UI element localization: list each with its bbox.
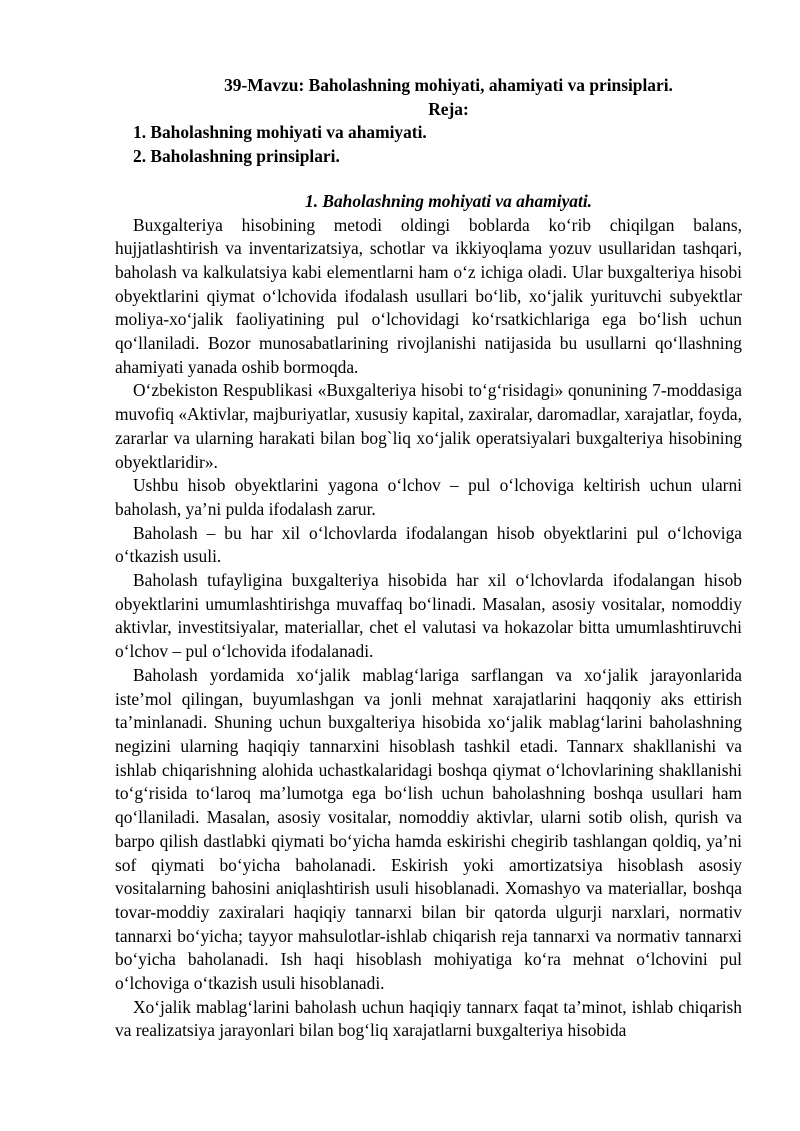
paragraph-generalization: Baholash tufayligina buxgalteriya hisobida har xil o‘lchovlarda ifodalangan hisob obyektlarini umumlashtirishga muvaffaq bo‘linadi. Masalan, asosiy vositalar, nomoddiy aktivlar, investitsiyalar, materiallar, chet el valutasi va hokazolar bitta umumlashtiruvchi o‘lchov – pul o‘lchovida ifodalanadi.	[115, 570, 742, 662]
document-title: 39-Mavzu: Baholashning mohiyati, ahamiyati va prinsiplari.	[224, 75, 673, 95]
paragraph-actual-cost: Xo‘jalik mablag‘larini baholash uchun haqiqiy tannarx faqat ta’minot, ishlab chiqarish va realizatsiya jarayonlari bilan bog‘liq xarajatlarni buxgalteriya hisobida	[115, 996, 742, 1041]
plan-item-2: 2. Baholashning prinsiplari.	[133, 146, 340, 167]
section-heading: 1. Baholashning mohiyati va ahamiyati.	[305, 190, 592, 211]
paragraph-law-quote: O‘zbekiston Respublikasi «Buxgalteriya hisobi to‘g‘risidagi» qonunining 7-moddasiga muvofiq «Aktivlar, majburiyatlar, xususiy kapital, zaxiralar, daromadlar, xarajatlar, foyda, zararlar va ularning harakati bilan bog`liq xo‘jalik operatsiyalari buxgalteriya hisobining obyektlaridir».	[115, 380, 742, 472]
paragraph-definition: Baholash – bu har xil o‘lchovlarda ifodalangan hisob obyektlarini pul o‘lchoviga o‘tkazish usuli.	[115, 522, 742, 567]
paragraph-intro: Buxgalteriya hisobining metodi oldingi boblarda ko‘rib chiqilgan balans, hujjatlashtirish va inventarizatsiya, schotlar va ikkiyoqlama yozuv usullaridan tashqari, baholash va kalkulatsiya kabi elementlarni ham o‘z ichiga oladi. Ular buxgalteriya hisobi obyektlarini qiymat o‘lchovida ifodalash usullari bo‘lib, xo‘jalik yurituvchi subyektlar moliya-xo‘jalik faoliyatining pul o‘lchovidagi ko‘rsatkichlariga ega bo‘lish uchun qo‘llaniladi. Bozor munosabatlarining rivojlanishi natijasida bu usullarni qo‘llashning ahamiyati yanada oshib bormoqda.	[115, 214, 742, 377]
paragraph-money-measure: Ushbu hisob obyektlarini yagona o‘lchov – pul o‘lchoviga keltirish uchun ularni baholash, ya’ni pulda ifodalash zarur.	[115, 475, 742, 519]
plan-label: Reja:	[428, 98, 469, 119]
document-page	[115, 74, 742, 1043]
paragraph-cost-methods: Baholash yordamida xo‘jalik mablag‘lariga sarflangan va xo‘jalik jarayonlarida iste’mol qilingan, buyumlashgan va jonli mehnat xarajatlarini haqqoniy aks ettirish ta’minlanadi. Shuning uchun buxgalteriya hisobida xo‘jalik mablag‘larini baholashning negizini ularning haqiqiy tannarxini hisoblash tashkil etadi. Tannarx shakllanishi va ishlab chiqarishning alohida uchastkalaridagi boshqa qiymat o‘lchovlarining shakllanishi to‘g‘risida to‘laroq ma’lumotga ega bo‘lish uchun baholashning boshqa usullari ham qo‘llaniladi. Masalan, asosiy vositalar, nomoddiy aktivlar, ularni sotib olish, qurish va barpo qilish dastlabki qiymati bo‘yicha hamda eskirishi chegirib tashlangan qoldiq, ya’ni sof qiymati bo‘yicha baholanadi. Eskirish yoki amortizatsiya hisoblash asosiy vositalarning bahosini aniqlashtirish usuli hisoblanadi. Xomashyo va materiallar, boshqa tovar-moddiy zaxiralari haqiqiy tannarxi bilan bir qatorda ulgurji narxlari, normativ tannarxi bo‘yicha; tayyor mahsulotlar-ishlab chiqarish reja tannarxi va normativ tannarxi bo‘yicha baholanadi. Ish haqi hisoblash mohiyatiga ko‘ra mehnat o‘lchovini pul o‘lchoviga o‘tkazish usuli hisoblanadi.	[115, 664, 742, 994]
plan-item-1: 1. Baholashning mohiyati va ahamiyati.	[133, 122, 427, 143]
